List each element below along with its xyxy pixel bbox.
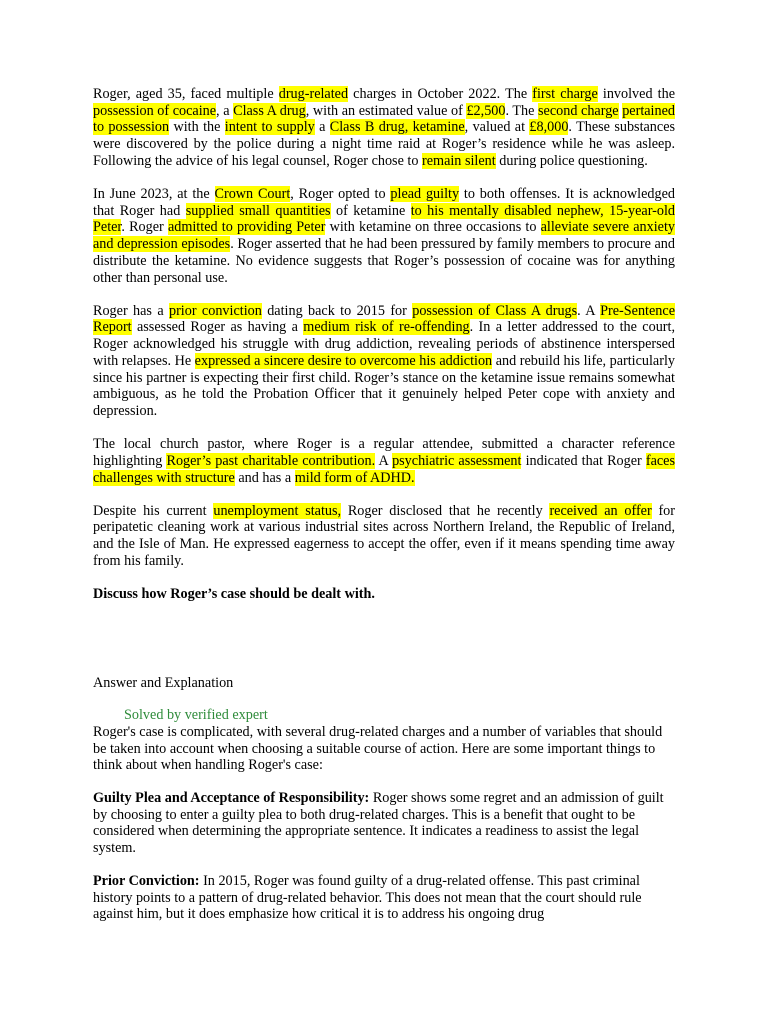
highlighted-text: £2,500 [466,102,506,119]
answer-point-heading: Guilty Plea and Acceptance of Responsibility: [93,790,370,807]
text-segment: Roger disclosed that he recently [341,502,550,519]
text-segment: In June 2023, at the [93,186,215,203]
highlighted-text: possession of Class A drugs [412,302,578,319]
highlighted-text: received an offer [549,502,652,519]
highlighted-text: Roger’s past charitable contribution. [166,452,376,469]
highlighted-text: mild form of ADHD. [294,469,415,486]
text-segment: and has a [234,469,295,486]
text-segment: a [314,119,330,136]
highlighted-text: alleviate severe anxiety and depression episodes [93,219,675,253]
text-segment: to both offenses. It is acknowledged that Roger had [93,186,675,219]
answer-intro: Roger's case is complicated, with several drug-related charges and a number of variables that should be taken into account when choosing a suitable course of action. Here are some important things to think about when handling Roger's case: [93,724,663,774]
solved-by-expert-label: Solved by verified expert [124,707,268,723]
text-segment: . Roger [121,219,168,236]
text-segment: Roger, aged 35, faced multiple [93,86,279,102]
case-paragraph-4 [93,436,675,486]
text-segment: . In a letter addressed to the court, Roger acknowledged his struggle with drug addiction, revealing periods of abstinence interspersed with relapses. He [93,319,676,369]
text-segment: . A [577,302,601,319]
case-paragraph-2 [93,186,675,286]
highlighted-text: plead guilty [390,186,460,203]
question-text: Discuss how Roger’s case should be dealt with. [93,586,375,603]
highlighted-text: Crown Court [214,186,291,203]
highlighted-text: remain silent [422,152,496,169]
highlighted-text: faces challenges with structure [93,452,675,486]
text-segment: The local church pastor, where Roger is a regular attendee, submitted a character reference highlighting [93,436,675,469]
case-paragraph-1 [93,86,675,170]
highlighted-text: expressed a sincere desire to overcome his addiction [194,352,493,369]
answer-point-2 [93,873,675,923]
text-segment: with ketamine on three occasions to [325,219,541,236]
text-segment: , valued at [464,119,530,136]
text-segment: dating back to 2015 for [261,302,413,319]
highlighted-text: supplied small quantities [185,202,331,219]
text-segment: and rebuild his life, particularly since his partner is expecting their first child. Roger’s stance on the ketamine issue remains somewhat ambiguous, as he told the Probation Officer that it genuinely helped Peter cope with anxiety and depression. [93,352,675,419]
text-segment: charges in October 2022. The [348,86,533,102]
text-segment: Despite his current [93,502,214,519]
text-segment: during police questioning. [495,152,648,169]
highlighted-text: £8,000 [529,119,569,136]
text-segment: of ketamine [330,202,411,219]
highlighted-text: Pre-Sentence Report [93,302,675,336]
answer-point-1 [93,790,675,856]
text-segment: for peripatetic cleaning work at various industrial sites across Northern Ireland, the Republic of Ireland, and the Isle of Man. He expressed eagerness to accept the offer, even if it means spending time away from his family. [93,502,676,569]
answer-point-text: In 2015, Roger was found guilty of a drug-related offense. This past criminal history points to a pattern of drug-related behavior. This does not mean that the court should rule against him, but it does emphasize how critical it is to address his ongoing drug [93,873,642,923]
highlighted-text: medium risk of re-offending [303,319,470,336]
text-segment: indicated that Roger [521,452,646,469]
highlighted-text: prior conviction [168,302,262,319]
highlighted-text: pertained to possession [93,102,675,136]
highlighted-text: psychiatric assessment [392,452,522,469]
text-segment: involved the [597,86,675,102]
highlighted-text: Class B drug, ketamine [329,119,465,136]
answer-title: Answer and Explanation [93,675,234,691]
text-segment: , a [216,102,234,119]
highlighted-text: possession of cocaine [93,102,217,119]
answer-point-text: Roger shows some regret and an admission of guilt by choosing to enter a guilty plea to both drug-related charges. This is a benefit that ought to be considered when determining the appropriate sentence. It indicates a readiness to assist the legal system. [93,790,664,857]
text-segment: , Roger opted to [290,186,391,203]
highlighted-text: unemployment status, [213,502,342,519]
text-segment: Roger has a [93,302,169,319]
case-text [93,86,675,603]
text-segment: . The [505,102,539,119]
answer-body [93,724,675,939]
text-segment: assessed Roger as having a [131,319,304,336]
case-paragraph-3 [93,303,675,420]
highlighted-text: Class A drug [233,102,306,119]
text-segment: , with an estimated value of [305,102,467,119]
highlighted-text: to his mentally disabled nephew, 15-year-old Peter [93,202,675,236]
highlighted-text: admitted to providing Peter [167,219,326,236]
highlighted-text: second charge [538,102,619,119]
case-paragraph-5 [93,503,675,570]
highlighted-text: intent to supply [224,119,315,136]
text-segment: with the [169,119,225,136]
text-segment: A [375,452,393,469]
text-segment: . Roger asserted that he had been pressured by family members to procure and distribute the ketamine. No evidence suggests that Roger’s possession of cocaine was for anything other than personal use. [93,236,675,286]
highlighted-text: drug-related [278,86,349,102]
answer-point-heading: Prior Conviction: [93,873,200,890]
text-segment: . These substances were discovered by the police during a night time raid at Roger’s residence while he was asleep. Following the advice of his legal counsel, Roger chose to [93,119,676,169]
highlighted-text: first charge [532,86,598,102]
